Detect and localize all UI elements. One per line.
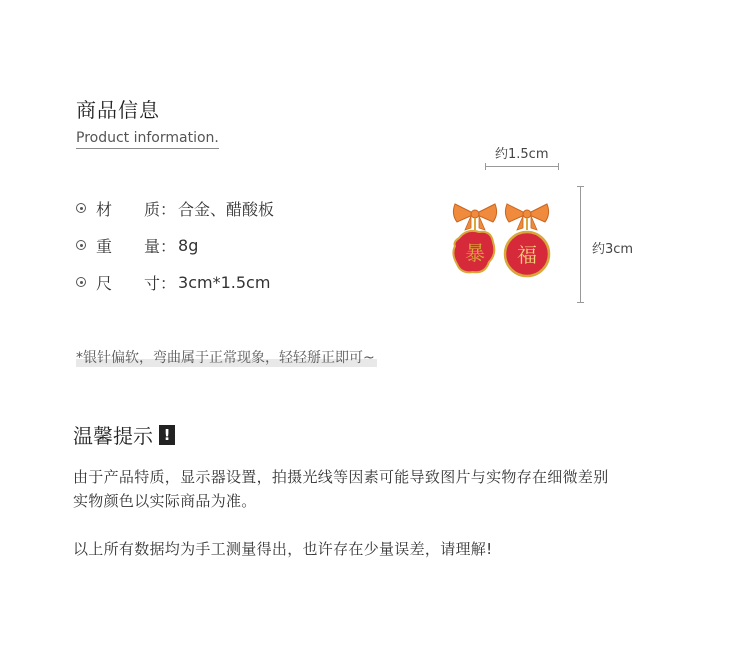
section-subtitle-english: Product information. xyxy=(76,130,219,149)
left-bow-icon xyxy=(453,204,496,230)
spec-colon: ： xyxy=(160,273,177,293)
bullet-icon xyxy=(76,203,86,213)
right-bow-icon xyxy=(505,204,548,230)
care-note: *银针偏软，弯曲属于正常现象，轻轻掰正即可~ xyxy=(76,347,377,367)
tips-heading xyxy=(73,420,175,449)
bullet-icon xyxy=(76,240,86,250)
spec-row-weight xyxy=(76,233,198,257)
right-charm-icon xyxy=(505,232,549,276)
spec-label: 材 质 xyxy=(96,199,160,219)
left-charm-text: 暴 xyxy=(465,241,485,265)
tips-line-1: 由于产品特质，显示器设置，拍摄光线等因素可能导致图片与实物存在细微差别 xyxy=(73,468,609,486)
dimension-width-line xyxy=(485,166,559,167)
spec-value-size: 3cm*1.5cm xyxy=(178,272,271,292)
tips-line-3: 以上所有数据均为手工测量得出，也许存在少量误差，请理解! xyxy=(73,540,493,558)
dimension-height-label: 约3cm xyxy=(592,242,634,257)
tips-line-2: 实物颜色以实际商品为准。 xyxy=(73,492,257,510)
bullet-icon xyxy=(76,277,86,287)
exclamation-icon: ! xyxy=(159,425,175,445)
right-charm-text: 福 xyxy=(517,243,537,267)
spec-label: 尺 寸 xyxy=(96,273,160,293)
left-charm-icon xyxy=(453,231,494,272)
spec-value-weight: 8g xyxy=(178,235,199,255)
spec-colon: ： xyxy=(160,199,177,219)
dimension-width-label: 约1.5cm xyxy=(495,147,549,162)
spec-label: 重 量 xyxy=(96,236,160,256)
spec-colon: ： xyxy=(160,236,177,256)
spec-row-size xyxy=(76,270,270,294)
section-title-product-info: 商品信息 xyxy=(76,98,160,122)
dimension-height-line xyxy=(580,186,581,303)
spec-value-material: 合金、醋酸板 xyxy=(178,199,275,219)
spec-row-material xyxy=(76,196,274,220)
earrings-image xyxy=(445,200,565,300)
tips-title: 温馨提示 xyxy=(73,424,153,448)
